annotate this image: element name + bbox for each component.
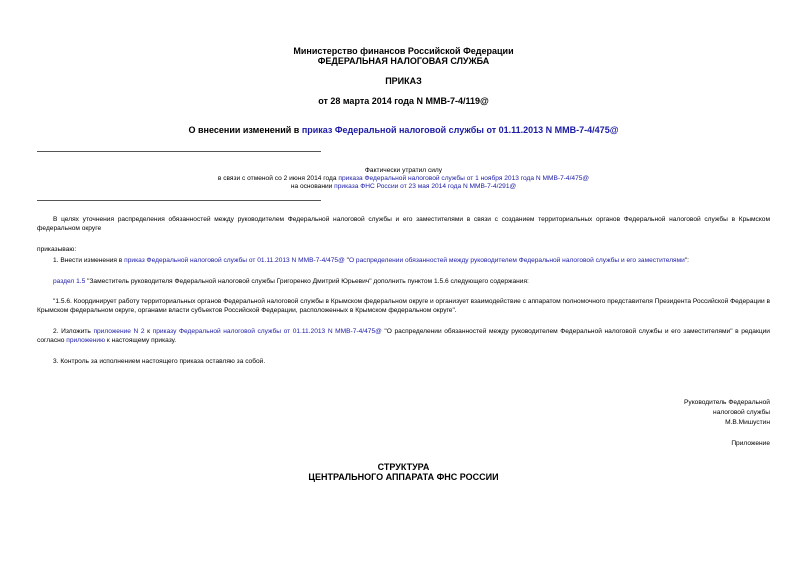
paragraph-1a [53,277,770,286]
signature-name: М.В.Мишустин [725,419,770,426]
p1-suffix: ": [684,257,690,264]
paragraph-2 [37,327,770,345]
p1a-link-section[interactable]: раздел 1.5 [53,278,86,285]
status-line-1: Фактически утратил силу [364,167,443,174]
p1a-rest: "Заместитель руководителя Федеральной налоговой службы Григоренко Дмитрий Юрьевич" дополнить пунктом 1.5.6 следующего содержания: [85,278,529,285]
p2-suffix: к настоящему приказу. [105,337,177,344]
ministry-heading: Министерство финансов Российской Федерации [293,46,514,56]
divider-top [37,151,321,152]
quote-paragraph: "1.5.6. Координирует работу территориальных органов Федеральной налоговой службы в Крымском федеральном округе и организует взаимодействие с аппаратом полномочного представителя Президента Российской Федерации в Крымском федеральном округе, органами власти субъектов Российской Федерации, расположенных в Крымском федеральном округе". [37,298,770,314]
p1-link-order[interactable]: приказ Федеральной налоговой службы от 01.11.2013 N ММВ-7-4/475@ [124,257,345,264]
signature-title-1: Руководитель Федеральной [684,399,770,406]
p2-link-appendix[interactable]: приложение N 2 [93,328,145,335]
status-line-3-prefix: на основании [290,183,335,190]
divider-bottom [37,200,321,201]
p1-mid: " [344,257,349,264]
p2-link-order[interactable]: приказу Федеральной налоговой службы от 01.11.2013 N ММВ-7-4/475@ [152,328,382,335]
appendix-label: Приложение [731,440,770,447]
p2-prefix: 2. Изложить [53,328,94,335]
doc-type-heading: ПРИКАЗ [385,76,422,86]
order-word: приказываю: [37,246,77,253]
p2-link-attachment[interactable]: приложению [66,337,106,344]
title-prefix: О внесении изменений в [188,125,302,135]
date-line: от 28 марта 2014 года N ММВ-7-4/119@ [318,96,489,106]
status-line-3 [0,183,807,191]
p1-link-title[interactable]: О распределении обязанностей между руководителем Федеральной налоговой службы и его заместителями [348,257,685,264]
intro-paragraph: В целях уточнения распределения обязанностей между руководителем Федеральной налоговой службы и его заместителями в связи с созданием территориальных органов Федеральной налоговой службы в Крымском федеральном округе [37,216,770,232]
p2-mid-2: "О распределении обязанностей между руководителем Федеральной налоговой службы и его заместителями" в редакции согласно [37,328,770,344]
status-line-2 [0,175,807,183]
appendix-title-1: СТРУКТУРА [377,462,430,472]
signature-title-2: налоговой службы [713,409,770,416]
status-line-2-prefix: в связи с отменой со 2 июня 2014 года [217,175,339,182]
appendix-title-2: ЦЕНТРАЛЬНОГО АППАРАТА ФНС РОССИИ [308,472,499,482]
service-heading: ФЕДЕРАЛЬНАЯ НАЛОГОВАЯ СЛУЖБА [317,56,490,66]
document-title [0,125,807,135]
status-link-1[interactable]: приказа Федеральной налоговой службы от 1 ноября 2013 года N ММВ-7-4/475@ [338,175,590,182]
status-link-2[interactable]: приказа ФНС России от 23 мая 2014 года N ММВ-7-4/291@ [334,183,517,190]
p2-mid-1: к [144,328,153,335]
paragraph-3: 3. Контроль за исполнением настоящего приказа оставляю за собой. [53,358,266,365]
p1-prefix: 1. Внести изменения в [53,257,125,264]
title-link[interactable]: приказ Федеральной налоговой службы от 01.11.2013 N ММВ-7-4/475@ [301,125,619,135]
paragraph-1 [53,256,770,265]
